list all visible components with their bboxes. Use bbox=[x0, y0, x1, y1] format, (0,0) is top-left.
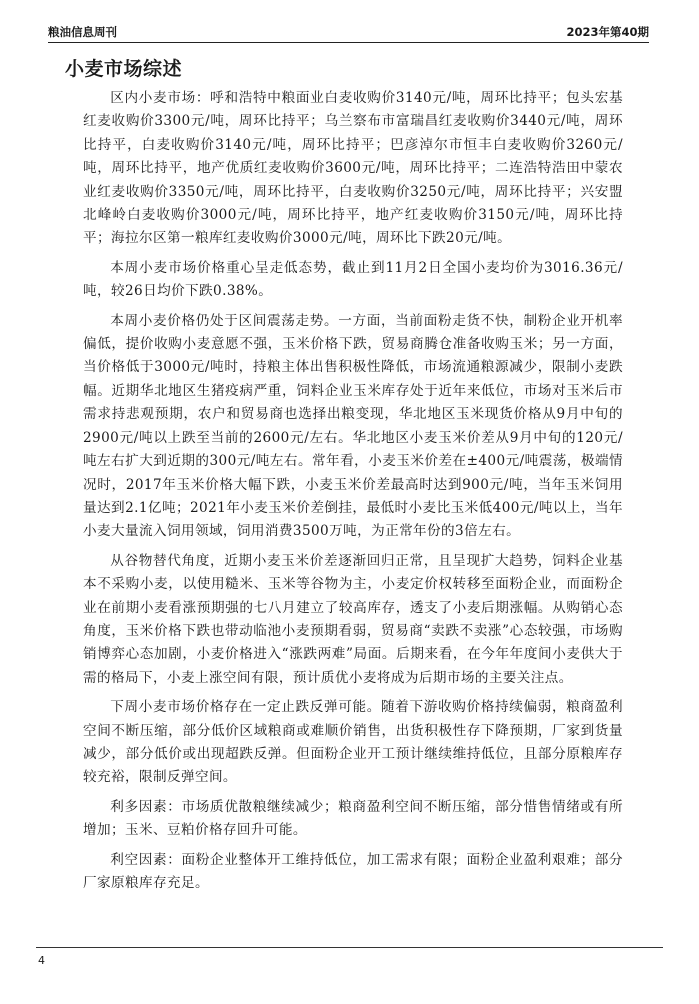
paragraph-bullish-factors: 利多因素：市场质优散粮继续减少；粮商盈利空间不断压缩，部分惜售情绪或有所增加；玉米、豆粕价格存回升可能。 bbox=[83, 798, 623, 839]
publication-name: 粮油信息周刊 bbox=[48, 25, 117, 39]
footer-divider bbox=[36, 947, 663, 948]
paragraph-price-range: 本周小麦价格仍处于区间震荡走势。一方面，当前面粉走货不快，制粉企业开机率偏低，提价收购小麦意愿不强，玉米价格下跌，贸易商腾仓准备收购玉米；另一方面，当价格低于3000元/吨时，持粮主体出售积极性降低，市场流通粮源减少，限制小麦跌幅。近期华北地区生猪疫病严重，饲料企业玉米库存处于近年来低位，市场对玉米后市需求持悲观预期，农户和贸易商也选择出粮变现，华北地区玉米现货价格从9月中旬的2900元/吨以上跌至当前的2600元/左右。华北地区小麦玉米价差从9月中旬的120元/吨左右扩大到近期的300元/吨左右。常年看，小麦玉米价差在±400元/吨震荡，极端情况时，2017年玉米价格大幅下跌，小麦玉米价差最高时达到900元/吨，当年玉米饲用量达到2.1亿吨；2021年小麦玉米价差倒挂，最低时小麦比玉米低400元/吨以上，当年小麦大量流入饲用领域，饲用消费3500万吨，为正常年份的3倍左右。 bbox=[83, 312, 623, 540]
page-number: 4 bbox=[38, 954, 45, 967]
paragraph-substitution: 从谷物替代角度，近期小麦玉米价差逐渐回归正常，且呈现扩大趋势，饲料企业基本不采购小麦，以使用糙米、玉米等谷物为主，小麦定价权转移至面粉企业，而面粉企业在前期小麦看涨预期强的七八月建立了较高库存，透支了小麦后期涨幅。从购销心态角度，玉米价格下跌也带动临池小麦预期看弱，贸易商“卖跌不卖涨”心态较强，市场购销博弈心态加剧，小麦价格进入“涨跌两难”局面。后期来看，在今年年度间小麦供大于需的格局下，小麦上涨空间有限，预计质优小麦将成为后期市场的主要关注点。 bbox=[83, 552, 623, 686]
page-header bbox=[48, 18, 649, 43]
section-title: 小麦市场综述 bbox=[65, 58, 183, 80]
paragraph-outlook: 下周小麦市场价格存在一定止跌反弹可能。随着下游收购价格持续偏弱，粮商盈利空间不断压缩，部分低价区域粮商或难顺价销售，出货积极性存下降预期，厂家到货量减少，部分低价或出现超跌反弹。但面粉企业开工预计继续维持低位，且部分原粮库存较充裕，限制反弹空间。 bbox=[83, 699, 623, 786]
paragraph-regional-market: 区内小麦市场：呼和浩特中粮面业白麦收购价3140元/吨，周环比持平；包头宏基红麦收购价3300元/吨，周环比持平；乌兰察布市富瑞昌红麦收购价3440元/吨，周环比持平，白麦收购价3140元/吨，周环比持平；巴彦淖尔市恒丰白麦收购价3260元/吨，周环比持平，地产优质红麦收购价3600元/吨，周环比持平；二连浩特浩田中蒙农业红麦收购价3350元/吨，周环比持平，白麦收购价3250元/吨，周环比持平；兴安盟北峰岭白麦收购价3000元/吨，周环比持平，地产红麦收购价3150元/吨，周环比持平；海拉尔区第一粮库红麦收购价3000元/吨，周环比下跌20元/吨。 bbox=[83, 90, 623, 247]
paragraph-national-average: 本周小麦市场价格重心呈走低态势，截止到11月2日全国小麦均价为3016.36元/吨，较26日均价下跌0.38%。 bbox=[83, 259, 623, 300]
article-body bbox=[83, 87, 623, 901]
issue-number: 2023年第40期 bbox=[566, 25, 649, 39]
paragraph-bearish-factors: 利空因素：面粉企业整体开工维持低位，加工需求有限；面粉企业盈利艰难；部分厂家原粮库存充足。 bbox=[83, 851, 623, 891]
